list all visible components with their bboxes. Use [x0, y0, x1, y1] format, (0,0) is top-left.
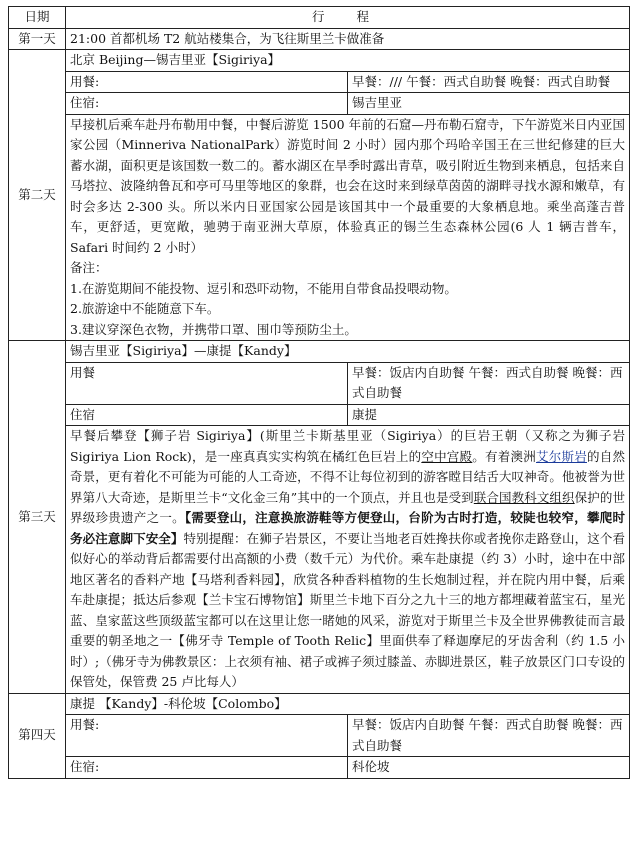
day2-row: [9, 50, 630, 341]
day2-content: [66, 50, 630, 341]
day3-label: 第三天: [9, 341, 66, 694]
day2-note-3: 3.建议穿深色衣物，并携带口罩、围巾等预防尘土。: [70, 321, 357, 337]
day3-desc-part-2: 。有着澳洲: [472, 448, 537, 464]
day2-note-2: 2.旅游途中不能随意下车。: [70, 301, 220, 316]
day3-meals-label: 用餐: [66, 362, 348, 404]
day3-content: [66, 341, 630, 694]
day4-stay: 科伦坡: [348, 757, 630, 778]
itinerary-sheet: [8, 6, 630, 779]
day3-desc-part-1: 早餐后攀登【狮子岩 Sigiriya】(斯里兰卡斯基里亚（Sigiriya）的巨岩王朝（又称之为狮子岩 Sigiriya Lion Rock)，是一座真真实实构筑在橘红色巨岩上的: [70, 428, 625, 464]
day4-meals-label: 用餐:: [66, 715, 348, 757]
day3-desc-part-5: 特别提醒：在狮子岩景区，不要让当地老百姓搀扶你或者挽你走路登山，这个看似好心的举动背后都需要付出高额的小费（数千元）为代价。乘车赴康提（约 3）小时，途中在中部地区著名的香料产地【马塔利香料园】，欣赏各种香料植物的生长炮制过程，并在院内用中餐，后乘车赴康提；抵达后参观【兰卡宝石博物馆】斯里兰卡地下百分之九十三的地方都埋藏着蓝宝石，星光蓝、皇家蓝这些顶级蓝宝都可以在这里让您一睹她的风采，游览对于斯里兰卡及全世界佛教徒而言最重要的朝圣地之一【佛牙寺 Temple of Tooth Relic】里面供奉了释迦摩尼的牙齿舍利（约 1.5 小时）;（佛牙寺为佛教景区：上衣须有袖、裙子或裤子须过膝盖、赤脚进景区，鞋子放景区门口专设的保管处，保管费 25 卢比每人）: [70, 530, 625, 689]
day3-description: [66, 426, 629, 693]
header-day: 日期: [9, 7, 66, 29]
day3-desc-part-3: 的自然奇景，更有着化不可能为可能的人工奇迹，不得不让每位初到的游客瞠目结舌大叹神奇。他被誉为世界第八大奇迹，是斯里兰卡“文化金三角”其中的一个顶点，并且也是受到: [70, 448, 625, 505]
day2-stay-label: 住宿:: [66, 93, 348, 115]
day2-note-1: 1.在游览期间不能投物、逗引和恐吓动物，不能用自带食品投喂动物。: [70, 280, 457, 296]
header-title: 行 程: [66, 7, 630, 29]
day4-row: [9, 693, 630, 778]
day3-row: [9, 341, 630, 694]
day1-label: 第一天: [9, 28, 66, 50]
day2-route: 北京 Beijing—锡吉里亚【Sigiriya】: [66, 50, 629, 71]
day2-meals: 早餐：/// 午餐：西式自助餐 晚餐：西式自助餐: [348, 71, 630, 93]
ayers-rock-link[interactable]: 艾尔斯岩: [536, 448, 587, 464]
header-row: [9, 7, 630, 29]
day3-desc-part-4: 保护的世界级珍贵遗产之一。: [70, 489, 625, 525]
day4-content: [66, 693, 630, 778]
day2-stay: 锡吉里亚: [348, 93, 630, 115]
day3-stay-label: 住宿: [66, 404, 348, 426]
day2-body: [66, 114, 629, 340]
day2-description: 早接机后乘车赴丹布勒用中餐，中餐后游览 1500 年前的石窟—丹布勒石窟寺，下午游览米日内亚国家公园（Minneriva NationalPark）游览时间 2 小时）园内那个玛哈辛国王在三世纪修建的巨大蓄水湖，面积更是该国数一数二的。蓄水湖区在旱季时露出青草，吸引附近生物到来栖息，包括来自马塔拉、波隆纳鲁瓦和亭可马里等地区的象群，也会在这时来到绿草茵茵的湖畔寻找水源和嫩草，有时会多达 2-300 头。所以米内日亚国家公园是该国其中一个最重要的大象栖息地。乘坐高蓬吉普车，更舒适，更宽敞，驰骋于南亚洲大草原，体验真正的锡兰生态森林公园(6 人 1 辆吉普车，Safari 时间约 2 小时）: [70, 116, 625, 255]
day3-climbing-warning: 【需要登山，注意换旅游鞋等方便登山，台阶为古时打造，较陡也较窄，攀爬时务必注意脚下安全】: [70, 510, 625, 546]
day4-label: 第四天: [9, 693, 66, 778]
day1-row: [9, 28, 630, 50]
day2-meals-label: 用餐:: [66, 71, 348, 93]
day3-stay: 康提: [348, 404, 630, 426]
day4-stay-label: 住宿:: [66, 757, 348, 778]
day3-route: 锡吉里亚【Sigiriya】—康提【Kandy】: [66, 341, 629, 362]
day4-meals: 早餐：饭店内自助餐 午餐：西式自助餐 晚餐：西式自助餐: [348, 715, 630, 757]
sky-palace-link[interactable]: 空中宫殿: [421, 448, 473, 464]
day2-label: 第二天: [9, 50, 66, 341]
day3-meals: 早餐：饭店内自助餐 午餐：西式自助餐 晚餐：西式自助餐: [348, 362, 630, 404]
itinerary-table: [8, 6, 630, 779]
day2-notes-title: 备注：: [70, 260, 108, 275]
day4-route: 康提 【Kandy】-科伦坡【Colombo】: [66, 694, 629, 715]
unesco-link[interactable]: 联合国教科文组织: [473, 489, 575, 505]
day1-text: 21:00 首都机场 T2 航站楼集合，为飞往斯里兰卡做准备: [66, 28, 630, 50]
